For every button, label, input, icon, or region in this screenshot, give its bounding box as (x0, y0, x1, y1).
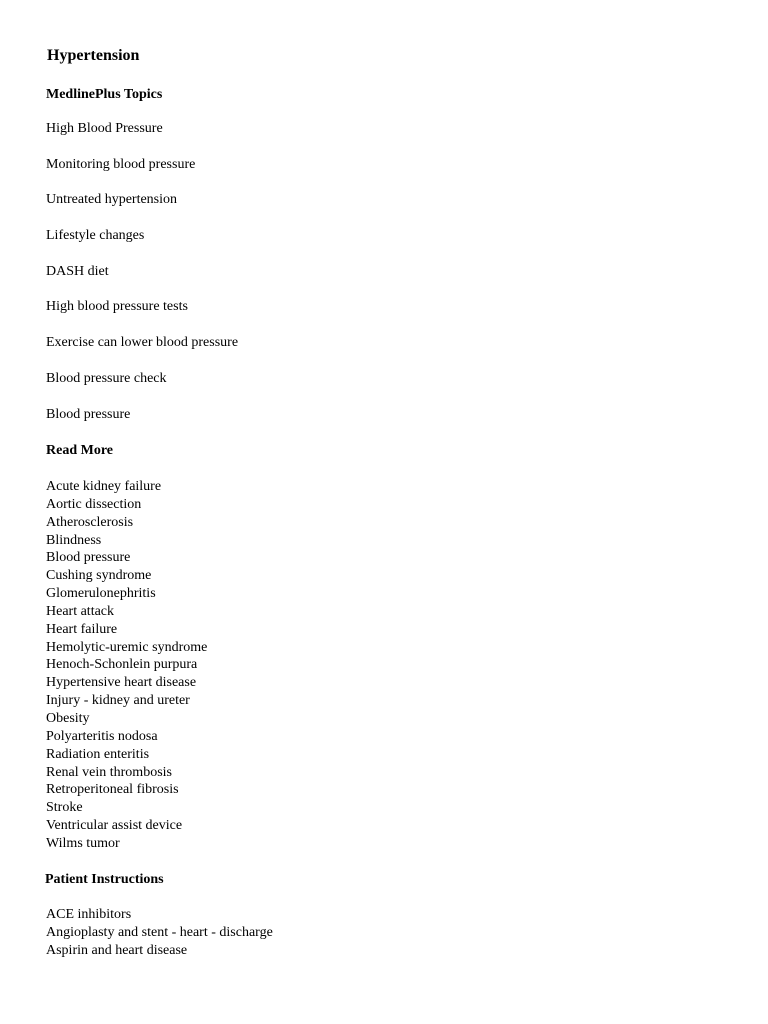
read-more-link[interactable]: Hemolytic-uremic syndrome (46, 639, 208, 655)
read-more-link[interactable]: Cushing syndrome (46, 568, 152, 584)
read-more-link[interactable]: Hypertensive heart disease (46, 675, 197, 691)
read-more-link[interactable]: Atherosclerosis (46, 514, 134, 530)
read-more-link[interactable]: Heart attack (46, 603, 115, 619)
topic-link[interactable]: Lifestyle changes (46, 228, 145, 244)
read-more-link[interactable]: Radiation enteritis (46, 746, 150, 762)
patient-instruction-link[interactable]: Aspirin and heart disease (46, 942, 188, 958)
topic-link[interactable]: Blood pressure check (46, 370, 167, 386)
read-more-link[interactable]: Blood pressure (46, 550, 131, 566)
read-more-link[interactable]: Renal vein thrombosis (46, 764, 172, 780)
topic-link[interactable]: High Blood Pressure (46, 121, 163, 136)
page-title: Hypertension (47, 47, 140, 64)
topic-link[interactable]: Untreated hypertension (46, 192, 178, 208)
medlineplus-topics-heading: MedlinePlus Topics (46, 87, 163, 102)
read-more-link[interactable]: Retroperitoneal fibrosis (46, 782, 179, 798)
read-more-link[interactable]: Injury - kidney and ureter (46, 693, 190, 709)
read-more-link[interactable]: Acute kidney failure (46, 479, 162, 494)
patient-instruction-link[interactable]: Angioplasty and stent - heart - discharge (46, 924, 273, 940)
read-more-link[interactable]: Blindness (46, 532, 102, 548)
read-more-link[interactable]: Heart failure (46, 621, 118, 637)
medlineplus-topics-list (46, 120, 238, 441)
read-more-link[interactable]: Obesity (46, 710, 90, 726)
read-more-list (46, 478, 207, 853)
read-more-link[interactable]: Ventricular assist device (46, 818, 183, 834)
topic-link[interactable]: DASH diet (46, 263, 109, 279)
topic-link[interactable]: Blood pressure (46, 406, 131, 422)
topic-link[interactable]: Monitoring blood pressure (46, 156, 196, 172)
patient-instructions-list (46, 906, 273, 960)
read-more-link[interactable]: Henoch-Schonlein purpura (46, 657, 198, 673)
read-more-link[interactable]: Polyarteritis nodosa (46, 728, 158, 744)
patient-instruction-link[interactable]: ACE inhibitors (46, 907, 132, 922)
patient-instructions-heading: Patient Instructions (45, 872, 164, 887)
topic-link[interactable]: Exercise can lower blood pressure (46, 335, 239, 351)
read-more-heading: Read More (46, 443, 113, 458)
read-more-link[interactable]: Wilms tumor (46, 835, 120, 851)
read-more-link[interactable]: Stroke (46, 800, 83, 816)
read-more-link[interactable]: Aortic dissection (46, 496, 142, 512)
topic-link[interactable]: High blood pressure tests (46, 299, 188, 315)
read-more-link[interactable]: Glomerulonephritis (46, 586, 156, 602)
